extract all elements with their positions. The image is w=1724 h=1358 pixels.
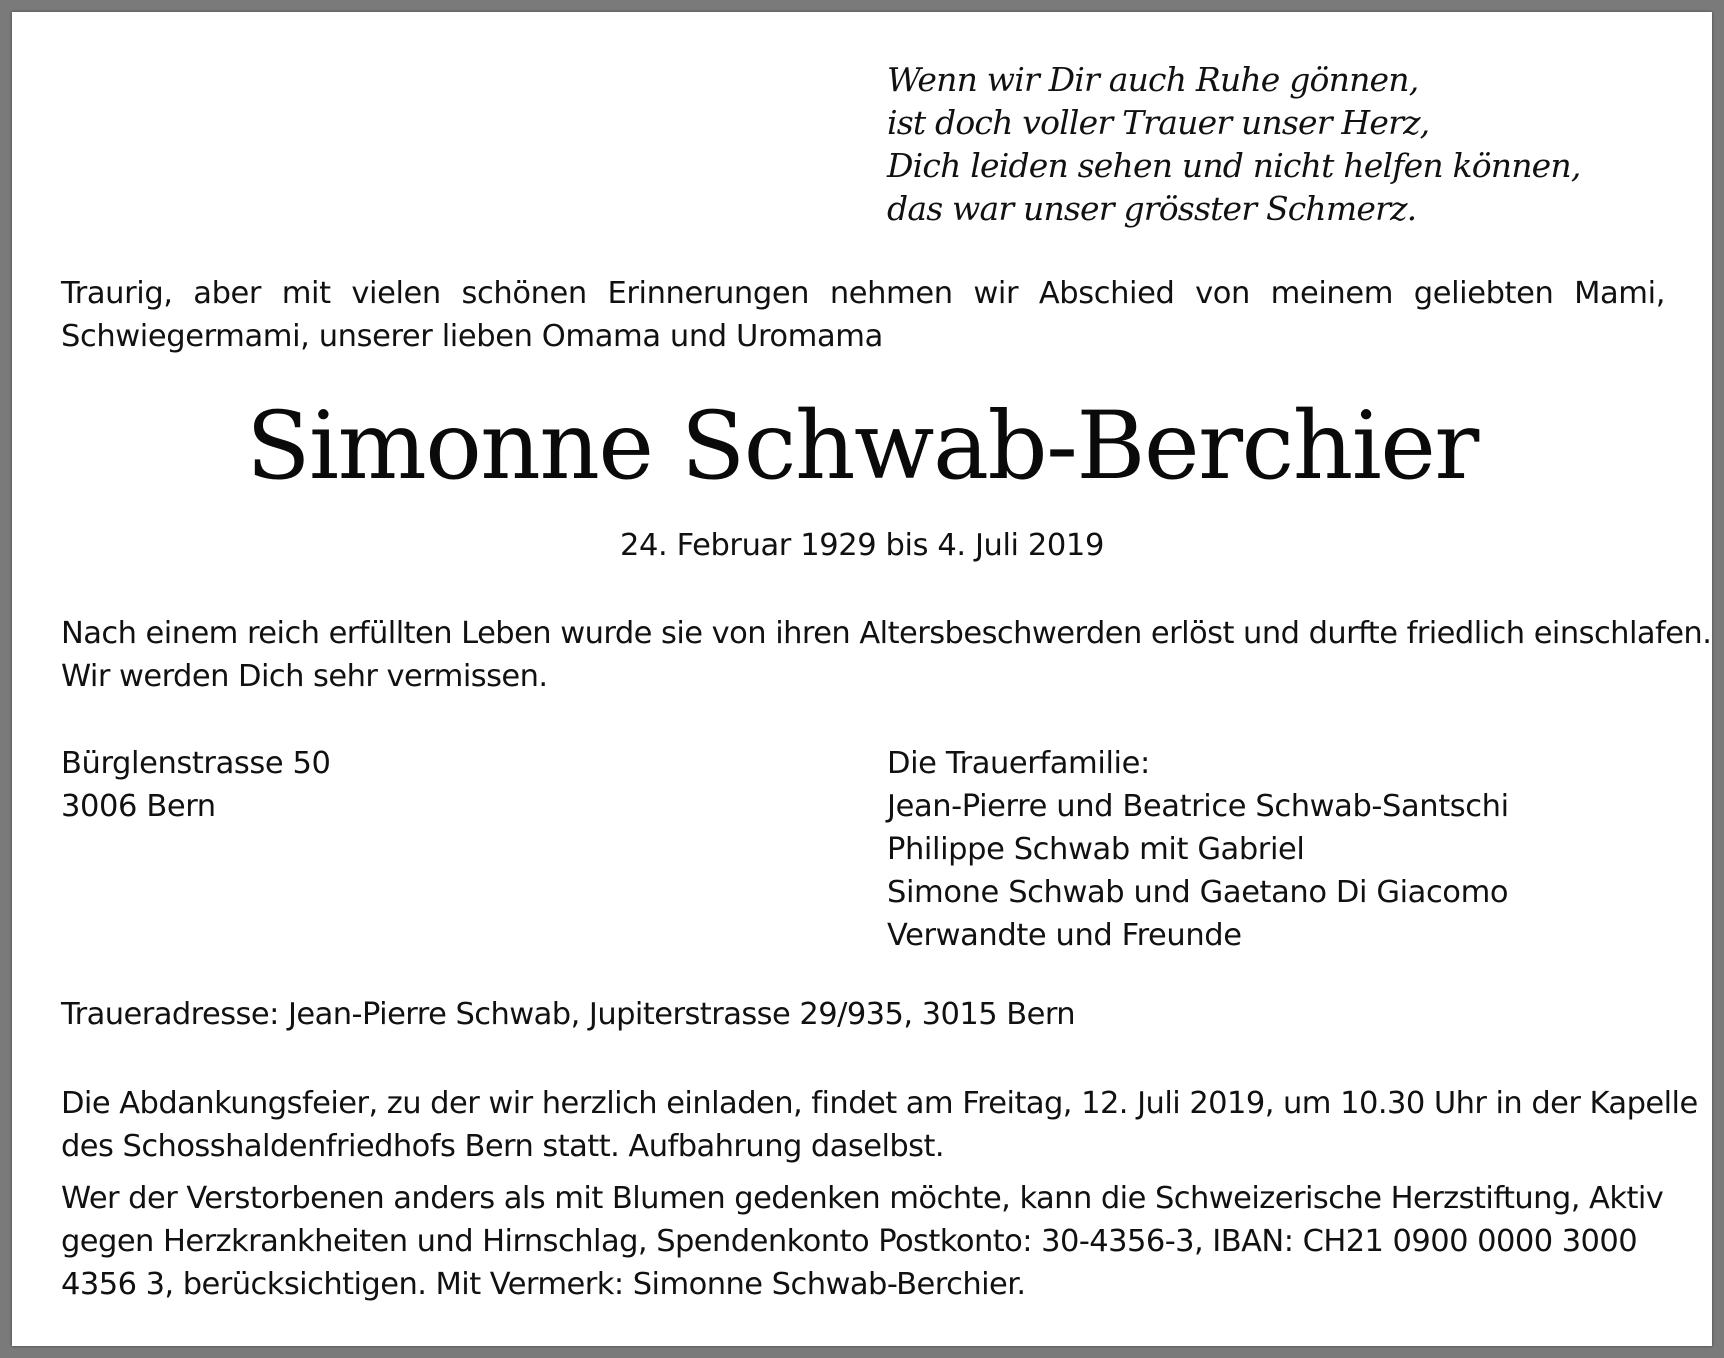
family-heading: Die Trauerfamilie: — [887, 746, 1150, 781]
family-member: Verwandte und Freunde — [887, 918, 1242, 953]
family-member: Philippe Schwab mit Gabriel — [887, 832, 1305, 867]
ceremony-info — [61, 1082, 1698, 1168]
poem-line: Dich leiden sehen und nicht helfen können, — [887, 146, 1581, 185]
poem — [887, 58, 1581, 230]
donation-line: Wer der Verstorbenen anders als mit Blumen gedenken möchte, kann die Schweizerische Herzstiftung, Aktiv — [61, 1181, 1664, 1216]
life-dates: 24. Februar 1929 bis 4. Juli 2019 — [620, 528, 1104, 563]
farewell-text — [61, 612, 1712, 698]
intro-text — [61, 272, 1665, 358]
home-address — [61, 742, 331, 828]
poem-line: ist doch voller Trauer unser Herz, — [887, 103, 1430, 142]
deceased-name: Simonne Schwab-Berchier — [246, 392, 1478, 501]
ceremony-line: des Schosshaldenfriedhofs Bern statt. Aufbahrung daselbst. — [61, 1129, 945, 1164]
poem-line: Wenn wir Dir auch Ruhe gönnen, — [887, 60, 1419, 99]
family-member: Simone Schwab und Gaetano Di Giacomo — [887, 875, 1509, 910]
donation-line: gegen Herzkrankheiten und Hirnschlag, Spendenkonto Postkonto: 30-4356-3, IBAN: CH21 0900 0000 3000 — [61, 1224, 1638, 1259]
poem-line: das war unser grösster Schmerz. — [887, 189, 1417, 228]
farewell-line: Wir werden Dich sehr vermissen. — [61, 659, 548, 694]
address-city: 3006 Bern — [61, 789, 216, 824]
farewell-line: Nach einem reich erfüllten Leben wurde sie von ihren Altersbeschwerden erlöst und durfte friedlich einschlafen. — [61, 616, 1712, 651]
mourning-address-line: Traueradresse: Jean-Pierre Schwab, Jupiterstrasse 29/935, 3015 Bern — [61, 997, 1076, 1032]
intro-line: Traurig, aber mit vielen schönen Erinnerungen nehmen wir Abschied von meinem geliebten Mami, — [61, 276, 1665, 311]
obituary-notice — [12, 12, 1712, 1346]
donation-info — [61, 1177, 1665, 1306]
mourning-family — [887, 742, 1509, 957]
intro-line: Schwiegermami, unserer lieben Omama und Uromama — [61, 319, 883, 354]
address-street: Bürglenstrasse 50 — [61, 746, 331, 781]
donation-line: 4356 3, berücksichtigen. Mit Vermerk: Simonne Schwab-Berchier. — [61, 1267, 1026, 1302]
mourning-address — [61, 993, 1665, 1036]
family-member: Jean-Pierre und Beatrice Schwab-Santschi — [887, 789, 1509, 824]
ceremony-line: Die Abdankungsfeier, zu der wir herzlich einladen, findet am Freitag, 12. Juli 2019, um 10.30 Uhr in der Kapelle — [61, 1086, 1698, 1121]
